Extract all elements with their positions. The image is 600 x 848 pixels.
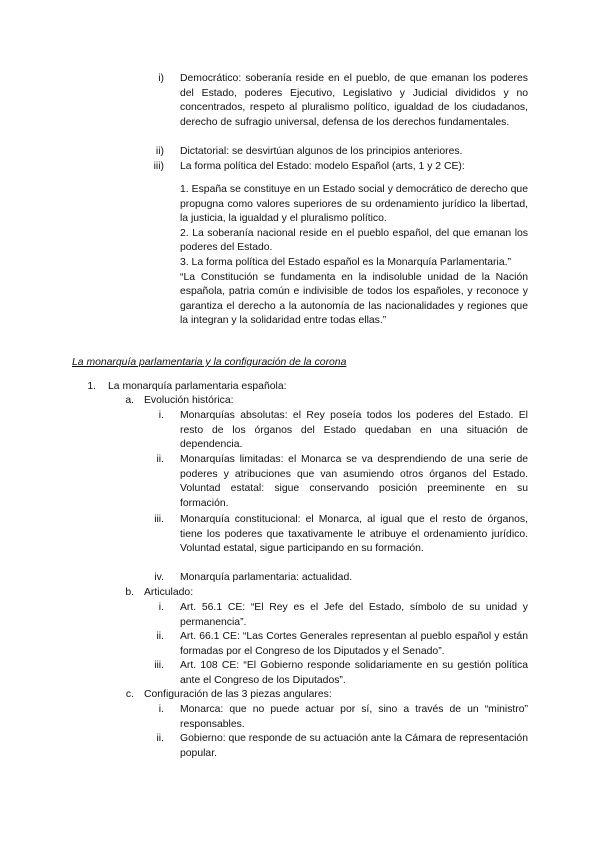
quote-paragraph: 1. España se constituye en un Estado social y democrático de derecho que propugna como valores superiores de su ordenamiento jurídico la libertad, la justicia, la igualdad y el pluralismo político.: [180, 184, 528, 225]
list-number: ii): [155, 146, 164, 157]
outline-item-text: Monarquía parlamentaria: actualidad.: [180, 572, 353, 583]
outline-item-text: Articulado:: [144, 587, 194, 598]
list-number: i): [158, 73, 164, 84]
constitution-quote: [180, 183, 528, 329]
outline-number: 1.: [87, 381, 96, 392]
outline-number: iii.: [154, 514, 164, 525]
outline-number: i.: [158, 602, 164, 613]
outline-number: iv.: [154, 572, 164, 583]
quote-paragraph: 3. La forma política del Estado español es la Monarquía Parlamentaria.”: [180, 256, 511, 268]
outline-number: ii.: [156, 733, 164, 744]
outline-item-text: Art. 108 CE: “El Gobierno responde solidariamente en su gestión política ante el Congreso de los Diputados”.: [180, 660, 528, 686]
outline-number: ii.: [156, 631, 164, 642]
outline-item-text: Monarquías absolutas: el Rey poseía todos los poderes del Estado. El resto de los órganos del Estado quedaban en una situación de dependencia.: [180, 410, 528, 451]
outline-item-text: Monarquía constitucional: el Monarca, al igual que el resto de órganos, tiene los poderes que taxativamente le atribuye el ordenamiento jurídico. Voluntad estatal, sigue participando en su formación.: [180, 514, 528, 555]
outline-number: ii.: [156, 454, 164, 465]
outline-item-text: La monarquía parlamentaria española:: [108, 381, 287, 392]
outline-number: b.: [125, 587, 134, 598]
outline-item-text: Monarquías limitadas: el Monarca se va desprendiendo de una serie de poderes y atribuciones que van asumiendo otros órganos del Estado. Voluntad estatal: sigue conservando posición preeminente en su formación.: [180, 454, 528, 509]
outline-item-text: Art. 56.1 CE: “El Rey es el Jefe del Estado, símbolo de su unidad y permanencia”.: [180, 602, 528, 628]
outline-number: i.: [158, 704, 164, 715]
outline-item-text: Evolución histórica:: [144, 395, 234, 406]
quote-paragraph: 2. La soberanía nacional reside en el pueblo español, del que emanan los poderes del Estado.: [180, 227, 528, 254]
outline-item-text: Gobierno: que responde de su actuación ante la Cámara de representación popular.: [180, 733, 528, 759]
list-item-text: Democrático: soberanía reside en el pueblo, de que emanan los poderes del Estado, poderes Ejecutivo, Legislativo y Judicial divididos y no concentrados, respeto al pluralismo político, igualdad de los ciudadanos, derecho de sufragio universal, defensa de los derechos fundamentales.: [180, 73, 528, 128]
outline-item-text: Monarca: que no puede actuar por sí, sino a través de un “ministro” responsables.: [180, 704, 528, 730]
outline-item-text: Art. 66.1 CE: “Las Cortes Generales representan al pueblo español y están formadas por el Congreso de los Diputados y el Senado”.: [180, 631, 528, 657]
outline-number: a.: [125, 395, 134, 406]
quote-paragraph: “La Constitución se fundamenta en la indisoluble unidad de la Nación española, patria común e indivisible de todos los españoles, y reconoce y garantiza el derecho a la autonomía de las nacionalidades y regiones que la integran y la solidaridad entre todas ellas.”: [180, 271, 528, 327]
list-item-text: Dictatorial: se desvirtúan algunos de los principios anteriores.: [180, 146, 463, 157]
outline-number: i.: [158, 410, 164, 421]
outline-item-text: Configuración de las 3 piezas angulares:: [144, 689, 332, 700]
section-heading: La monarquía parlamentaria y la configuración de la corona: [72, 357, 347, 368]
outline-number: iii.: [154, 660, 164, 671]
outline-number: c.: [125, 689, 134, 700]
list-number: iii): [153, 161, 164, 172]
list-item-text: La forma política del Estado: modelo Español (arts, 1 y 2 CE):: [180, 161, 465, 172]
